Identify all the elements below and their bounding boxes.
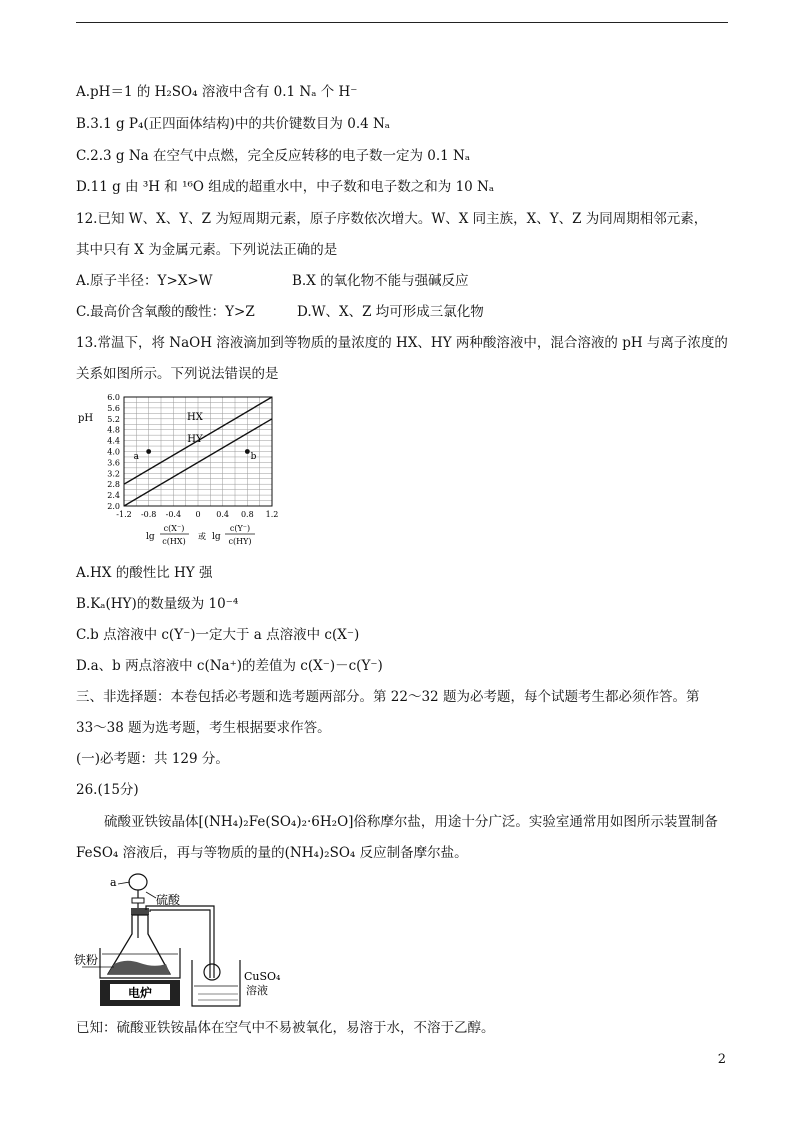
acid-label-pointer xyxy=(146,892,156,898)
q13-stem-line1: 13.常温下，将 NaOH 溶液滴加到等物质的量浓度的 HX、HY 两种酸溶液中，混合溶液的 pH 与离子浓度的 xyxy=(76,335,728,351)
label-cuso4: CuSO₄ xyxy=(244,970,281,983)
x-tick-label: 0.4 xyxy=(216,510,230,519)
q11-option-c: C.2.3 g Na 在空气中点燃，完全反应转移的电子数一定为 0.1 Nₐ xyxy=(76,148,471,164)
q13-option-d: D.a、b 两点溶液中 c(Na⁺)的差值为 c(X⁻)－c(Y⁻) xyxy=(76,658,383,674)
iron-powder-mixture xyxy=(108,961,170,974)
point-label-a: a xyxy=(133,452,140,463)
q12-stem-line2: 其中只有 X 为金属元素。下列说法正确的是 xyxy=(76,242,338,258)
y-tick-label: 4.4 xyxy=(107,436,120,446)
y-tick-label: 4.0 xyxy=(107,447,120,457)
x-label-den-left: c(HX) xyxy=(162,537,186,546)
label-iron-powder: 铁粉 xyxy=(74,953,99,967)
section3-intro-line2: 33～38 题为选考题，考生根据要求作答。 xyxy=(76,720,331,736)
x-tick-label: -0.8 xyxy=(140,510,157,519)
x-tick-label: 1.2 xyxy=(265,510,279,519)
y-tick-label: 6.0 xyxy=(107,393,120,402)
q11-option-a: A.pH＝1 的 H₂SO₄ 溶液中含有 0.1 Nₐ 个 H⁻ xyxy=(76,84,358,100)
ph-chart xyxy=(74,393,294,558)
q11-option-b: B.3.1 g P₄(正四面体结构)中的共价键数目为 0.4 Nₐ xyxy=(76,116,391,132)
q12-option-c: C.最高价含氧酸的酸性：Y>Z xyxy=(76,304,255,320)
y-tick-label: 4.8 xyxy=(107,425,120,435)
x-label-den-right: c(HY) xyxy=(228,537,252,546)
stopcock-icon xyxy=(132,898,144,903)
q12-option-d: D.W、X、Z 均可形成三氯化物 xyxy=(297,304,484,320)
q13-option-a: A.HX 的酸性比 HY 强 xyxy=(76,565,213,581)
q13-stem-line2: 关系如图所示。下列说法错误的是 xyxy=(76,366,279,382)
x-tick-label: -1.2 xyxy=(116,510,132,519)
data-point-a xyxy=(146,449,151,454)
q12-option-a: A.原子半径：Y>X>W xyxy=(76,273,213,289)
series-label-hy: HY xyxy=(187,433,203,445)
x-label-lg-left: lg xyxy=(146,532,155,542)
series-label-hx: HX xyxy=(186,412,203,424)
y-axis-label: pH xyxy=(78,413,94,424)
required-questions-heading: (一)必考题：共 129 分。 xyxy=(76,751,229,767)
cuso4-beaker xyxy=(192,960,240,1006)
q12-stem-line1: 12.已知 W、X、Y、Z 为短周期元素，原子序数依次增大。W、X 同主族，X、Y、Z 为同周期相邻元素， xyxy=(76,211,708,227)
x-tick-label: 0.8 xyxy=(240,510,254,519)
x-label-num-left: c(X⁻) xyxy=(163,524,185,533)
q13-option-c: C.b 点溶液中 c(Y⁻)一定大于 a 点溶液中 c(X⁻) xyxy=(76,627,360,643)
q26-heading: 26.(15分) xyxy=(76,782,139,798)
x-label-sep: 或 xyxy=(198,532,206,541)
y-tick-label: 2.8 xyxy=(107,480,120,490)
q26-paragraph-line1: 硫酸亚铁铵晶体[(NH₄)₂Fe(SO₄)₂·6H₂O]俗称摩尔盐，用途十分广泛。实验室通常用如图所示装置制备 xyxy=(104,814,718,830)
label-sulfuric-acid: 硫酸 xyxy=(156,893,181,907)
x-label-lg-right: lg xyxy=(212,532,221,542)
inverted-funnel-bulb xyxy=(204,964,220,980)
label-a-pointer xyxy=(118,882,130,884)
q11-option-d: D.11 g 由 ³H 和 ¹⁶O 组成的超重水中，中子数和电子数之和为 10 Nₐ xyxy=(76,179,495,195)
q13-option-b: B.Kₐ(HY)的数量级为 10⁻⁴ xyxy=(76,596,239,612)
label-electric-heater: 电炉 xyxy=(127,986,153,1000)
point-label-b: b xyxy=(250,452,257,463)
separatory-funnel-bulb xyxy=(129,874,147,890)
x-tick-label: 0 xyxy=(195,510,201,519)
x-tick-label: -0.4 xyxy=(165,510,182,519)
x-label-num-right: c(Y⁻) xyxy=(229,524,251,533)
q12-option-b: B.X 的氧化物不能与强碱反应 xyxy=(292,273,469,289)
y-tick-label: 2.0 xyxy=(107,502,120,511)
y-tick-label: 2.4 xyxy=(107,491,120,501)
y-tick-label: 5.6 xyxy=(107,403,120,413)
page-number: 2 xyxy=(717,1052,726,1067)
y-tick-label: 3.2 xyxy=(107,469,120,479)
section3-intro-line1: 三、非选择题：本卷包括必考题和选考题两部分。第 22～32 题为必考题，每个试题考生都必须作答。第 xyxy=(76,689,700,705)
q26-paragraph-line2: FeSO₄ 溶液后，再与等物质的量的(NH₄)₂SO₄ 反应制备摩尔盐。 xyxy=(76,845,468,861)
data-point-b xyxy=(245,449,250,454)
q26-known-info: 已知：硫酸亚铁铵晶体在空气中不易被氧化，易溶于水，不溶于乙醇。 xyxy=(76,1020,495,1036)
y-tick-label: 5.2 xyxy=(107,414,120,424)
y-tick-label: 3.6 xyxy=(107,458,120,468)
label-a: a xyxy=(110,876,117,889)
header-rule xyxy=(76,22,728,23)
lab-apparatus-diagram xyxy=(74,868,314,1010)
label-solution: 溶液 xyxy=(246,984,268,997)
